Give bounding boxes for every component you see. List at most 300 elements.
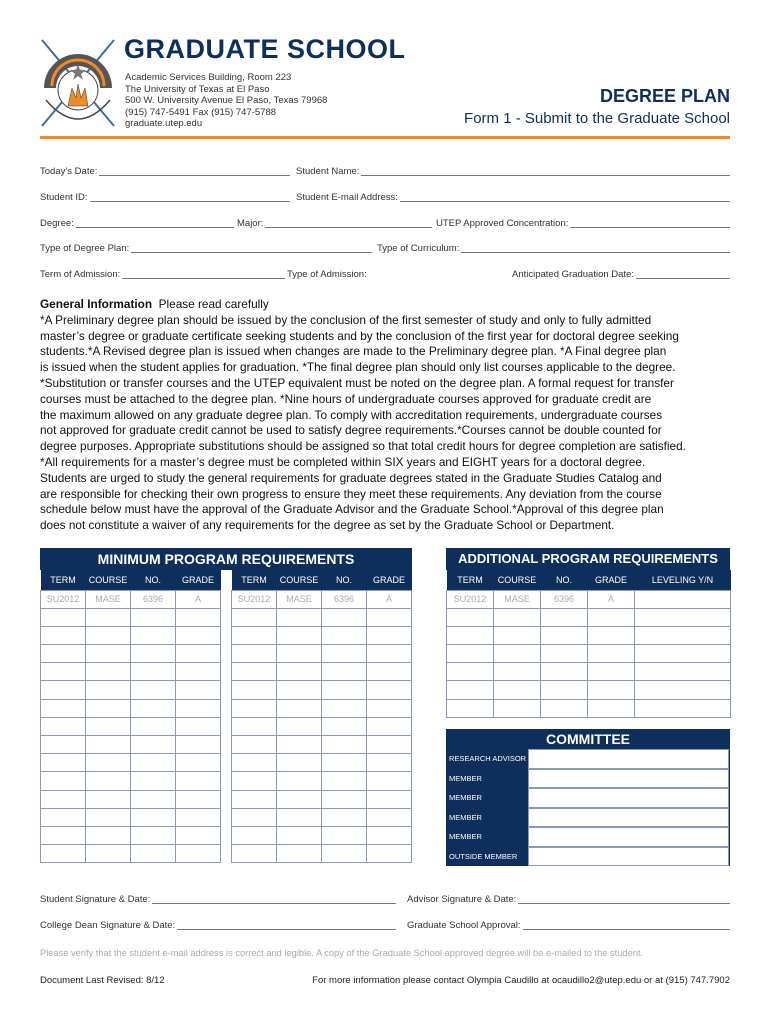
- example-cell: MASE: [494, 590, 541, 608]
- table-cell[interactable]: [86, 790, 131, 808]
- table-cell[interactable]: [41, 826, 86, 844]
- table-cell[interactable]: [277, 681, 322, 699]
- example-cell: A: [176, 590, 221, 608]
- label: Type of Curriculum:: [377, 243, 460, 254]
- table-cell[interactable]: [277, 699, 322, 717]
- table-cell[interactable]: [494, 699, 541, 717]
- table-cell[interactable]: [541, 681, 588, 699]
- input-line[interactable]: [400, 201, 730, 202]
- table-cell[interactable]: [232, 754, 277, 772]
- website: graduate.utep.edu: [125, 118, 203, 129]
- dean-signature-field[interactable]: [40, 920, 396, 932]
- table-cell[interactable]: [494, 645, 541, 663]
- gi-line: not approved for graduate credit cannot be used to satisfy degree requirements.*Courses cannot be double counted for: [40, 423, 662, 438]
- label: Today’s Date:: [40, 166, 98, 177]
- min-req-table-right: [231, 570, 412, 863]
- label: Anticipated Graduation Date:: [512, 269, 634, 280]
- committee-name-input[interactable]: [528, 788, 729, 808]
- table-cell[interactable]: [588, 645, 635, 663]
- example-cell: 6396: [541, 590, 588, 608]
- table-cell[interactable]: [635, 608, 731, 626]
- table-cell[interactable]: [588, 681, 635, 699]
- table-cell[interactable]: [41, 772, 86, 790]
- table-row: [447, 663, 731, 681]
- table-cell[interactable]: [277, 608, 322, 626]
- committee-title: COMMITTEE: [546, 731, 630, 747]
- table-cell[interactable]: [447, 645, 494, 663]
- student-name-field[interactable]: [296, 166, 730, 178]
- table-cell[interactable]: [232, 717, 277, 735]
- gi-line: *Substitution or transfer courses and the UTEP equivalent must be noted on the degree plan. A formal request for transfer: [40, 375, 674, 390]
- table-cell[interactable]: [367, 808, 412, 826]
- table-cell[interactable]: [131, 845, 176, 863]
- label: Degree:: [40, 218, 74, 229]
- address-line: The University of Texas at El Paso: [125, 83, 270, 95]
- table-cell[interactable]: [447, 608, 494, 626]
- table-cell[interactable]: [232, 772, 277, 790]
- column-header: LEVELING Y/N: [635, 570, 731, 590]
- table-cell[interactable]: [277, 626, 322, 644]
- table-cell[interactable]: [86, 772, 131, 790]
- table-cell[interactable]: [322, 772, 367, 790]
- table-cell[interactable]: [176, 826, 221, 844]
- table-row: [41, 845, 221, 863]
- min-req-header: [40, 548, 412, 570]
- committee-row: [446, 808, 730, 828]
- gi-subheading: Please read carefully: [158, 297, 269, 311]
- table-cell[interactable]: [635, 663, 731, 681]
- input-line[interactable]: [636, 278, 730, 279]
- table-cell[interactable]: [232, 826, 277, 844]
- table-cell[interactable]: [41, 736, 86, 754]
- example-row: [447, 590, 731, 608]
- table-cell[interactable]: [367, 790, 412, 808]
- input-line[interactable]: [265, 227, 432, 228]
- table-cell[interactable]: [232, 626, 277, 644]
- label: Student Name:: [296, 166, 360, 177]
- table-cell[interactable]: [176, 754, 221, 772]
- table-cell[interactable]: [41, 699, 86, 717]
- address-line: Academic Services Building, Room 223: [125, 72, 292, 83]
- table-row: [232, 608, 412, 626]
- gi-line: degree purposes. Appropriate substitutions should be assigned so that total credit hours for degree completion are satisfied.: [40, 439, 686, 454]
- table-cell[interactable]: [494, 626, 541, 644]
- label: Type of Admission:: [287, 269, 367, 280]
- gi-line: Students are urged to study the general requirements for graduate degrees stated in the Graduate Studies Catalog and: [40, 470, 662, 485]
- table-cell[interactable]: [367, 754, 412, 772]
- table-row: [447, 681, 731, 699]
- table-cell[interactable]: [367, 663, 412, 681]
- table-row: [41, 808, 221, 826]
- table-cell[interactable]: [367, 717, 412, 735]
- table-cell[interactable]: [41, 645, 86, 663]
- gi-line: *All requirements for a master’s degree must be completed within SIX years and EIGHT years for a doctoral degree.: [40, 454, 646, 469]
- table-cell[interactable]: [541, 645, 588, 663]
- gi-line: master’s degree or graduate certificate seeking students and by the conclusion of the first year for doctoral degree seeking: [40, 328, 679, 343]
- curriculum-type-field[interactable]: [377, 243, 730, 255]
- table-cell[interactable]: [541, 663, 588, 681]
- table-cell[interactable]: [447, 699, 494, 717]
- gi-heading: General Information: [40, 297, 153, 311]
- table-cell[interactable]: [541, 699, 588, 717]
- example-cell: A: [588, 590, 635, 608]
- example-row: [41, 590, 221, 608]
- example-cell: SU2012: [447, 590, 494, 608]
- advisor-signature-field[interactable]: [407, 894, 730, 906]
- table-row: [232, 736, 412, 754]
- table-cell[interactable]: [41, 681, 86, 699]
- table-cell[interactable]: [367, 826, 412, 844]
- committee-row: [446, 847, 730, 867]
- student-email-field[interactable]: [296, 192, 730, 204]
- header-row: [447, 570, 731, 590]
- table-cell[interactable]: [176, 645, 221, 663]
- table-cell[interactable]: [86, 754, 131, 772]
- table-cell[interactable]: [232, 790, 277, 808]
- input-line[interactable]: [131, 252, 372, 253]
- table-cell[interactable]: [41, 790, 86, 808]
- column-header: NO.: [541, 570, 588, 590]
- table-cell[interactable]: [322, 626, 367, 644]
- table-cell[interactable]: [176, 663, 221, 681]
- contact-info: For more information please contact Olympia Caudillo at ocaudillo2@utep.edu or at (915) 747.7902: [312, 975, 730, 986]
- table-cell[interactable]: [447, 681, 494, 699]
- graduate-school-seal-logo: [38, 38, 118, 130]
- committee-name-input[interactable]: [528, 749, 729, 769]
- table-cell[interactable]: [541, 608, 588, 626]
- gi-line: *A Preliminary degree plan should be issued by the conclusion of the first semester of study and only to fully admitted: [40, 312, 652, 327]
- table-cell[interactable]: [131, 754, 176, 772]
- gi-line: students.*A Revised degree plan is issued when changes are made to the Preliminary degree plan. *A Final degree plan: [40, 344, 667, 359]
- grad-school-approval-field[interactable]: [407, 920, 730, 932]
- table-cell[interactable]: [322, 681, 367, 699]
- table-cell[interactable]: [277, 754, 322, 772]
- table-cell[interactable]: [494, 681, 541, 699]
- table-cell[interactable]: [41, 717, 86, 735]
- column-header: COURSE: [494, 570, 541, 590]
- example-cell: 6396: [131, 590, 176, 608]
- table-row: [41, 754, 221, 772]
- table-row: [232, 772, 412, 790]
- table-cell[interactable]: [367, 699, 412, 717]
- committee-role: MEMBER: [449, 793, 482, 802]
- doc-title: DEGREE PLAN: [599, 86, 730, 106]
- example-row: [232, 590, 412, 608]
- table-cell[interactable]: [176, 626, 221, 644]
- table-cell[interactable]: [494, 608, 541, 626]
- column-header: GRADE: [367, 570, 412, 590]
- label: Graduate School Approval:: [407, 920, 521, 931]
- table-cell[interactable]: [176, 790, 221, 808]
- input-line[interactable]: [518, 903, 730, 904]
- table-cell[interactable]: [367, 736, 412, 754]
- email-note: Please verify that the student e-mail address is correct and legible. A copy of the Graduate School approved degree will be e-mailed to the student.: [40, 948, 644, 958]
- table-cell[interactable]: [86, 699, 131, 717]
- table-cell[interactable]: [41, 626, 86, 644]
- example-cell: A: [367, 590, 412, 608]
- table-row: [447, 699, 731, 717]
- table-cell[interactable]: [232, 681, 277, 699]
- input-line[interactable]: [461, 252, 730, 253]
- table-row: [232, 754, 412, 772]
- committee-role: RESEARCH ADVISOR: [449, 754, 527, 763]
- table-cell[interactable]: [322, 736, 367, 754]
- table-cell[interactable]: [367, 608, 412, 626]
- min-req-table-left: [40, 570, 221, 863]
- input-line[interactable]: [99, 175, 290, 176]
- general-information: [40, 297, 740, 534]
- table-cell[interactable]: [277, 845, 322, 863]
- example-cell: MASE: [86, 590, 131, 608]
- table-cell[interactable]: [367, 626, 412, 644]
- table-cell[interactable]: [635, 681, 731, 699]
- column-header: NO.: [131, 570, 176, 590]
- input-line[interactable]: [361, 175, 730, 176]
- column-header: TERM: [232, 570, 277, 590]
- committee-name-input[interactable]: [528, 808, 729, 828]
- input-line[interactable]: [177, 929, 396, 930]
- table-cell[interactable]: [322, 826, 367, 844]
- table-cell[interactable]: [86, 736, 131, 754]
- example-cell: MASE: [277, 590, 322, 608]
- committee-role: MEMBER: [449, 773, 482, 783]
- major-field[interactable]: [237, 218, 432, 230]
- table-cell[interactable]: [176, 699, 221, 717]
- min-req-title: MINIMUM PROGRAM REQUIREMENTS: [97, 551, 355, 567]
- table-cell[interactable]: [131, 736, 176, 754]
- table-cell[interactable]: [86, 626, 131, 644]
- table-cell[interactable]: [131, 681, 176, 699]
- table-cell[interactable]: [41, 754, 86, 772]
- divider: [40, 136, 730, 139]
- table-cell[interactable]: [277, 826, 322, 844]
- table-cell[interactable]: [322, 663, 367, 681]
- table-cell[interactable]: [86, 717, 131, 735]
- table-cell[interactable]: [277, 772, 322, 790]
- table-cell[interactable]: [322, 790, 367, 808]
- table-cell[interactable]: [277, 717, 322, 735]
- input-line[interactable]: [570, 227, 730, 228]
- committee-box: [446, 729, 730, 866]
- column-header: TERM: [447, 570, 494, 590]
- column-header: TERM: [41, 570, 86, 590]
- table-cell[interactable]: [131, 790, 176, 808]
- committee-name-input[interactable]: [528, 847, 729, 867]
- table-cell[interactable]: [131, 626, 176, 644]
- table-cell[interactable]: [41, 845, 86, 863]
- header-row: [232, 570, 412, 590]
- table-cell[interactable]: [131, 699, 176, 717]
- school-address: [125, 72, 327, 130]
- gi-line: are responsible for checking their own progress to ensure they meet these requirements. Any deviation from the course: [40, 486, 662, 501]
- table-row: [41, 608, 221, 626]
- input-line[interactable]: [76, 227, 234, 228]
- doc-subtitle: Form 1 - Submit to the Graduate School: [464, 110, 730, 127]
- label: Term of Admission:: [40, 269, 121, 280]
- table-cell[interactable]: [86, 681, 131, 699]
- table-cell[interactable]: [277, 663, 322, 681]
- table-row: [232, 790, 412, 808]
- table-row: [447, 626, 731, 644]
- table-row: [232, 826, 412, 844]
- table-cell[interactable]: [588, 663, 635, 681]
- gi-line: is issued when the student applies for graduation. *The final degree plan should only list courses applicable to the degree.: [40, 360, 676, 375]
- committee-name-input[interactable]: [528, 827, 729, 847]
- gi-line: schedule below must have the approval of the Graduate Advisor and the Graduate School.*Approval of this degree plan: [40, 502, 664, 517]
- table-cell[interactable]: [131, 608, 176, 626]
- table-cell[interactable]: [277, 645, 322, 663]
- column-header: COURSE: [86, 570, 131, 590]
- input-line[interactable]: [152, 903, 396, 904]
- example-cell: 6396: [322, 590, 367, 608]
- table-row: [232, 845, 412, 863]
- table-cell[interactable]: [131, 717, 176, 735]
- table-row: [41, 826, 221, 844]
- table-cell[interactable]: [232, 808, 277, 826]
- table-row: [41, 717, 221, 735]
- input-line[interactable]: [122, 278, 285, 279]
- table-cell[interactable]: [232, 845, 277, 863]
- table-cell[interactable]: [322, 699, 367, 717]
- student-id-field[interactable]: [40, 192, 290, 204]
- table-cell[interactable]: [232, 645, 277, 663]
- table-cell[interactable]: [367, 645, 412, 663]
- table-cell[interactable]: [277, 736, 322, 754]
- table-cell[interactable]: [447, 663, 494, 681]
- example-cell: SU2012: [232, 590, 277, 608]
- gi-line: the maximum allowed on any graduate degree plan. To comply with accreditation requirements, undergraduate courses: [40, 407, 663, 422]
- table-cell[interactable]: [232, 736, 277, 754]
- table-row: [232, 699, 412, 717]
- type-admission-field[interactable]: [287, 269, 507, 281]
- table-row: [41, 681, 221, 699]
- table-cell[interactable]: [131, 663, 176, 681]
- label: Type of Degree Plan:: [40, 243, 130, 254]
- input-line[interactable]: [523, 929, 730, 930]
- table-cell[interactable]: [322, 717, 367, 735]
- table-row: [232, 645, 412, 663]
- table-cell[interactable]: [367, 681, 412, 699]
- table-cell[interactable]: [447, 626, 494, 644]
- input-line[interactable]: [90, 201, 290, 202]
- school-title: GRADUATE SCHOOL: [124, 34, 406, 64]
- committee-row: [446, 788, 730, 808]
- table-cell[interactable]: [176, 808, 221, 826]
- degree-field[interactable]: [40, 218, 234, 230]
- column-header: NO.: [322, 570, 367, 590]
- table-cell[interactable]: [131, 826, 176, 844]
- label: College Dean Signature & Date:: [40, 920, 176, 931]
- table-cell[interactable]: [588, 608, 635, 626]
- table-cell[interactable]: [131, 808, 176, 826]
- table-cell[interactable]: [86, 808, 131, 826]
- table-cell[interactable]: [322, 645, 367, 663]
- table-row: [232, 626, 412, 644]
- table-cell[interactable]: [41, 663, 86, 681]
- table-cell[interactable]: [367, 772, 412, 790]
- table-cell[interactable]: [588, 699, 635, 717]
- table-cell[interactable]: [494, 663, 541, 681]
- table-cell[interactable]: [41, 808, 86, 826]
- table-row: [41, 790, 221, 808]
- table-cell[interactable]: [635, 645, 731, 663]
- concentration-field[interactable]: [436, 218, 730, 230]
- add-req-table: [446, 570, 731, 718]
- table-cell[interactable]: [277, 808, 322, 826]
- column-header: GRADE: [176, 570, 221, 590]
- table-cell[interactable]: [86, 663, 131, 681]
- table-row: [41, 772, 221, 790]
- table-cell[interactable]: [635, 626, 731, 644]
- address-line: (915) 747-5491 Fax (915) 747-5788: [125, 106, 277, 118]
- table-cell[interactable]: [277, 790, 322, 808]
- table-cell[interactable]: [232, 663, 277, 681]
- table-cell[interactable]: [176, 845, 221, 863]
- table-cell[interactable]: [86, 645, 131, 663]
- student-signature-field[interactable]: [40, 894, 396, 906]
- label: Student ID:: [40, 192, 88, 203]
- committee-role: OUTSIDE MEMBER: [449, 851, 518, 861]
- table-row: [447, 645, 731, 663]
- table-cell[interactable]: [322, 845, 367, 863]
- table-row: [41, 699, 221, 717]
- table-cell[interactable]: [86, 845, 131, 863]
- committee-role: MEMBER: [449, 812, 482, 822]
- table-row: [447, 608, 731, 626]
- table-cell[interactable]: [322, 808, 367, 826]
- table-cell[interactable]: [635, 699, 731, 717]
- label: Student Signature & Date:: [40, 894, 151, 905]
- label: Advisor Signature & Date:: [407, 894, 517, 905]
- table-cell[interactable]: [176, 736, 221, 754]
- committee-row: [446, 827, 730, 847]
- committee-name-input[interactable]: [528, 769, 729, 789]
- table-cell[interactable]: [322, 608, 367, 626]
- table-cell[interactable]: [588, 626, 635, 644]
- table-cell[interactable]: [367, 845, 412, 863]
- table-row: [232, 663, 412, 681]
- table-cell[interactable]: [176, 681, 221, 699]
- degree-plan-type-field[interactable]: [40, 243, 372, 255]
- table-cell[interactable]: [41, 608, 86, 626]
- table-row: [41, 626, 221, 644]
- add-req-title: ADDITIONAL PROGRAM REQUIREMENTS: [458, 551, 718, 566]
- column-header: COURSE: [277, 570, 322, 590]
- table-row: [41, 645, 221, 663]
- label: Major:: [237, 218, 264, 229]
- table-cell[interactable]: [131, 772, 176, 790]
- table-cell[interactable]: [322, 754, 367, 772]
- label: Student E-mail Address:: [296, 192, 398, 203]
- todays-date-field[interactable]: [40, 166, 290, 178]
- table-cell[interactable]: [176, 717, 221, 735]
- table-cell[interactable]: [176, 608, 221, 626]
- table-cell[interactable]: [86, 608, 131, 626]
- table-cell[interactable]: [131, 645, 176, 663]
- committee-row: [446, 749, 730, 769]
- gi-line: does not constitute a waiver of any requirements for the degree as set by the Graduate School or Department.: [40, 518, 615, 533]
- header-row: [41, 570, 221, 590]
- label: UTEP Approved Concentration:: [436, 218, 569, 229]
- table-cell[interactable]: [176, 772, 221, 790]
- table-cell[interactable]: [541, 626, 588, 644]
- grad-date-field[interactable]: [512, 269, 730, 281]
- table-cell[interactable]: [232, 608, 277, 626]
- table-cell[interactable]: [86, 826, 131, 844]
- example-cell: [635, 590, 731, 608]
- term-admission-field[interactable]: [40, 269, 285, 281]
- table-cell[interactable]: [232, 699, 277, 717]
